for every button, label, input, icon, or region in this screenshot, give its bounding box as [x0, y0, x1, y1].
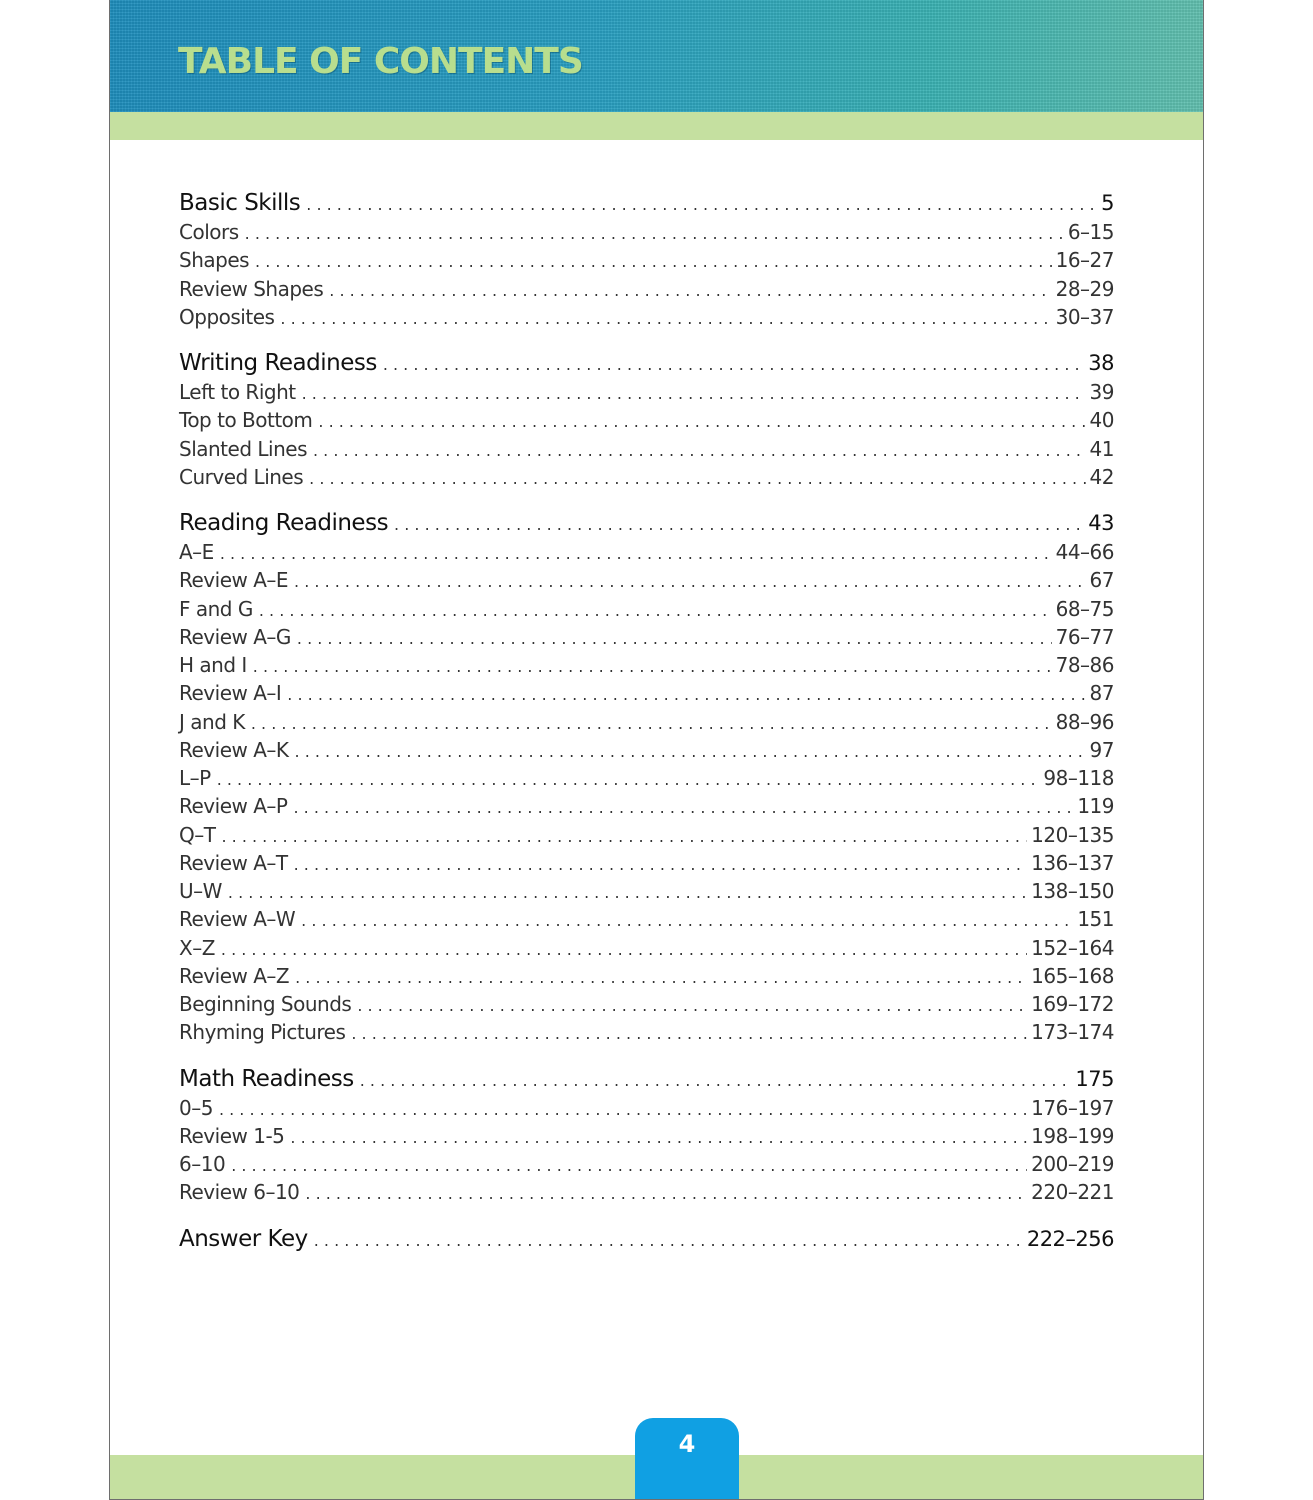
toc-entry[interactable]: [179, 437, 1114, 465]
entry-pages: 173–174: [1031, 1020, 1114, 1045]
toc-entry[interactable]: [179, 879, 1114, 907]
toc-entry[interactable]: [179, 766, 1114, 794]
dot-leader: [221, 940, 1027, 959]
entry-pages: 39: [1089, 380, 1114, 404]
toc-entry[interactable]: [179, 248, 1114, 276]
entry-label: F and G: [179, 596, 253, 621]
header-banner: [110, 0, 1203, 112]
section-pages: 43: [1088, 511, 1114, 535]
entry-label: Shapes: [179, 248, 250, 273]
entry-label: Colors: [179, 220, 239, 244]
toc-entry[interactable]: [179, 540, 1114, 568]
toc-entry[interactable]: [179, 738, 1114, 766]
entry-pages: 42: [1089, 464, 1114, 489]
toc-section-writing-readiness[interactable]: [179, 350, 1114, 380]
toc-entry[interactable]: [179, 1152, 1114, 1180]
section-label: Basic Skills: [179, 190, 301, 216]
toc-entry[interactable]: [179, 851, 1114, 879]
entry-label: Slanted Lines: [179, 436, 307, 461]
toc-entry[interactable]: [179, 710, 1114, 738]
entry-label: Q–T: [179, 822, 216, 847]
dot-leader: [383, 355, 1084, 374]
toc-entry[interactable]: [179, 992, 1114, 1020]
toc-section-reading-readiness[interactable]: [179, 510, 1114, 540]
entry-pages: 97: [1089, 737, 1114, 762]
toc-entry[interactable]: [179, 408, 1114, 436]
dot-leader: [357, 996, 1027, 1015]
entry-pages: 198–199: [1031, 1123, 1114, 1148]
toc-entry[interactable]: [179, 625, 1114, 653]
dot-leader: [318, 412, 1085, 431]
entry-pages: 67: [1089, 568, 1114, 593]
dot-leader: [221, 827, 1027, 846]
section-label: Answer Key: [179, 1225, 308, 1252]
dot-leader: [217, 770, 1040, 789]
dot-leader: [280, 309, 1051, 328]
dot-leader: [245, 224, 1064, 243]
entry-label: Review A–W: [179, 907, 296, 932]
toc-section-math-readiness[interactable]: [179, 1066, 1114, 1096]
entry-label: Opposites: [179, 304, 275, 329]
section-pages: 175: [1075, 1066, 1114, 1091]
section-pages: 5: [1101, 191, 1114, 215]
entry-pages: 176–197: [1031, 1095, 1114, 1120]
dot-leader: [301, 911, 1073, 930]
entry-label: Review A–Z: [179, 963, 290, 988]
entry-pages: 87: [1089, 681, 1114, 706]
dot-leader: [290, 1128, 1027, 1147]
entry-pages: 30–37: [1055, 304, 1114, 329]
dot-leader: [259, 601, 1052, 620]
entry-label: Review 6–10: [179, 1180, 300, 1205]
entry-label: Top to Bottom: [179, 408, 313, 433]
toc-entry[interactable]: [179, 568, 1114, 596]
entry-label: 0–5: [179, 1095, 213, 1120]
entry-pages: 88–96: [1055, 709, 1114, 734]
entry-label: 6–10: [179, 1152, 226, 1176]
dot-leader: [253, 657, 1052, 676]
entry-pages: 76–77: [1055, 624, 1114, 649]
entry-label: Review A–E: [179, 568, 289, 593]
dot-leader: [231, 1156, 1027, 1175]
entry-label: Review A–I: [179, 681, 282, 706]
entry-pages: 200–219: [1031, 1152, 1114, 1176]
dot-leader: [306, 195, 1097, 214]
section-pages: 38: [1088, 351, 1114, 375]
dot-leader: [351, 1024, 1027, 1043]
dot-leader: [287, 685, 1085, 704]
entry-pages: 6–15: [1067, 220, 1114, 244]
entry-pages: 41: [1089, 436, 1114, 461]
toc-entry[interactable]: [179, 380, 1114, 408]
entry-pages: 165–168: [1031, 963, 1114, 988]
entry-label: L–P: [179, 766, 211, 790]
toc-section-answer-key[interactable]: [179, 1226, 1114, 1256]
dot-leader: [295, 742, 1086, 761]
toc-entry[interactable]: [179, 936, 1114, 964]
entry-label: H and I: [179, 653, 247, 677]
entry-label: Review 1-5: [179, 1123, 285, 1148]
dot-leader: [309, 469, 1085, 488]
dot-leader: [295, 968, 1027, 987]
page-title: TABLE OF CONTENTS: [178, 41, 583, 82]
entry-pages: 119: [1077, 794, 1114, 819]
section-label: Reading Readiness: [179, 510, 389, 536]
dot-leader: [329, 281, 1051, 300]
entry-pages: 98–118: [1043, 766, 1114, 790]
header-stripe: [110, 112, 1203, 140]
dot-leader: [255, 252, 1052, 271]
entry-pages: 220–221: [1031, 1180, 1114, 1205]
dot-leader: [219, 1100, 1027, 1119]
toc-entry[interactable]: [179, 1124, 1114, 1152]
toc-entry[interactable]: [179, 964, 1114, 992]
entry-pages: 151: [1077, 907, 1114, 932]
entry-pages: 28–29: [1055, 276, 1114, 301]
toc-entry[interactable]: [179, 681, 1114, 709]
entry-label: Review A–P: [179, 794, 288, 819]
dot-leader: [293, 798, 1073, 817]
toc-entry[interactable]: [179, 465, 1114, 493]
entry-label: Rhyming Pictures: [179, 1020, 346, 1045]
entry-label: Beginning Sounds: [179, 992, 352, 1016]
entry-label: Review A–K: [179, 737, 289, 762]
entry-label: A–E: [179, 540, 214, 564]
dot-leader: [305, 1184, 1027, 1203]
entry-label: Review Shapes: [179, 276, 324, 301]
dot-leader: [302, 384, 1086, 403]
entry-pages: 78–86: [1055, 653, 1114, 677]
section-pages: 222–256: [1026, 1226, 1114, 1251]
dot-leader: [220, 544, 1052, 563]
entry-label: J and K: [179, 709, 245, 734]
toc-entry[interactable]: [179, 597, 1114, 625]
entry-label: Review A–G: [179, 624, 291, 649]
entry-pages: 120–135: [1031, 822, 1114, 847]
document-page: [109, 0, 1204, 1500]
entry-pages: 169–172: [1031, 992, 1114, 1016]
table-of-contents: [179, 190, 1114, 1256]
toc-section-basic-skills[interactable]: [179, 190, 1114, 220]
dot-leader: [394, 515, 1084, 534]
page-number: 4: [678, 1430, 696, 1458]
toc-entry[interactable]: [179, 794, 1114, 822]
entry-label: X–Z: [179, 935, 215, 960]
entry-pages: 68–75: [1055, 596, 1114, 621]
toc-entry[interactable]: [179, 1020, 1114, 1048]
dot-leader: [297, 629, 1052, 648]
entry-label: Left to Right: [179, 380, 296, 404]
section-label: Math Readiness: [179, 1065, 354, 1092]
entry-pages: 152–164: [1031, 935, 1114, 960]
toc-entry[interactable]: [179, 277, 1114, 305]
dot-leader: [360, 1071, 1072, 1090]
dot-leader: [228, 883, 1027, 902]
entry-label: U–W: [179, 879, 222, 903]
toc-entry[interactable]: [179, 1096, 1114, 1124]
dot-leader: [294, 572, 1086, 591]
toc-entry[interactable]: [179, 823, 1114, 851]
entry-label: Curved Lines: [179, 464, 304, 489]
toc-entry[interactable]: [179, 305, 1114, 333]
entry-pages: 138–150: [1031, 879, 1114, 903]
toc-entry[interactable]: [179, 907, 1114, 935]
entry-pages: 44–66: [1055, 540, 1114, 564]
toc-entry[interactable]: [179, 1180, 1114, 1208]
section-label: Writing Readiness: [179, 350, 377, 376]
dot-leader: [314, 1231, 1023, 1250]
page-number-tab: [635, 1418, 739, 1500]
entry-label: Review A–T: [179, 850, 288, 875]
entry-pages: 40: [1089, 408, 1114, 433]
toc-entry[interactable]: [179, 220, 1114, 248]
dot-leader: [251, 714, 1052, 733]
dot-leader: [294, 855, 1028, 874]
toc-entry[interactable]: [179, 653, 1114, 681]
entry-pages: 16–27: [1055, 248, 1114, 273]
dot-leader: [313, 441, 1086, 460]
entry-pages: 136–137: [1031, 850, 1114, 875]
